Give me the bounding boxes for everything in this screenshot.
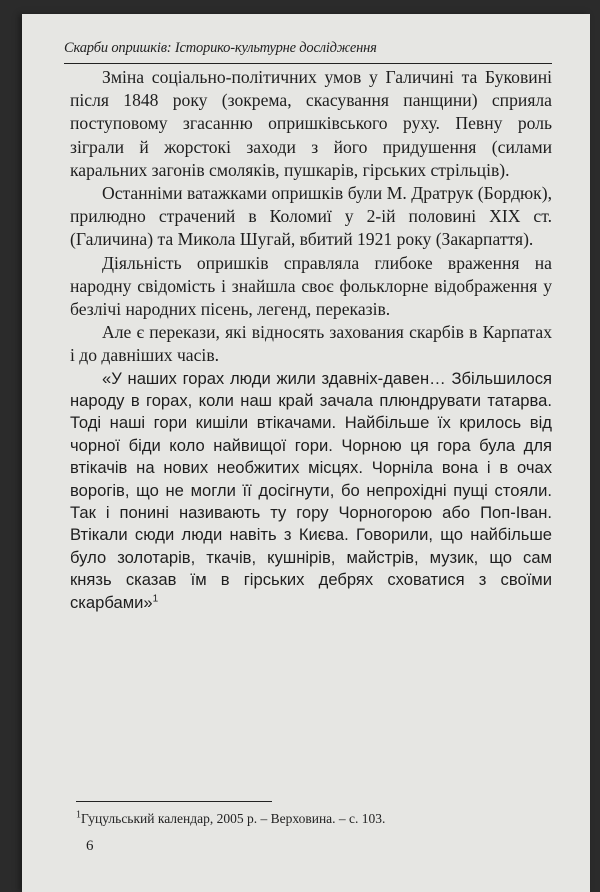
quote-text: «У наших горах люди жили здавніх-давен… Збільшилося народу в горах, коли наш край зачала плюндрувати татарва. Тоді наші гори кишіли втікачами. Найбільше їх крилось від чорної біди коло найвищої гори. Чорною ця гора була для втікачів на нових необжитих місцях. Чорніла вона і в очах ворогів, що не могли її досігнути, бо непрохідні пущі стояли. Так і понині називають ту гору Чорногорою або Поп-Іван. Втікали сюди люди навіть з Києва. Говорили, що найбільше було золотарів, ткачів, кушнірів, майстрів, музик, що сам князь сказав їм в гірських дебрях сховатися з своїми скарбами»	[70, 368, 552, 612]
running-head: Скарби опришків: Історико-культурне дослідження	[64, 40, 552, 64]
body-text	[70, 66, 552, 614]
footnote	[76, 811, 546, 827]
book-page	[22, 14, 590, 892]
paragraph-3: Діяльність опришків справляла глибоке враження на народну свідомість і знайшла своє фольклорне відображення у безлічі народних пісень, легенд, переказів.	[70, 252, 552, 320]
footnote-divider	[76, 801, 272, 802]
footnote-marker: 1	[76, 809, 81, 821]
paragraph-2: Останніми ватажками опришків були М. Дратрук (Бордюк), прилюдно страчений в Коломиї у 2-ій половині ХІХ ст. (Галичина) та Микола Шугай, вбитий 1921 року (Закарпаття).	[70, 183, 552, 250]
paragraph-1: Зміна соціально-політичних умов у Галичині та Буковині після 1848 року (зокрема, скасування панщини) сприяла поступовому згасанню опришківського руху. Певну роль зіграли й жорстокі заходи з його придушення (силами каральних загонів смоляків, пушкарів, гірських стрільців).	[70, 67, 552, 180]
legend-quote	[70, 368, 552, 614]
paragraph-4: Але є перекази, які відносять захования скарбів в Карпатах і до давніших часів.	[70, 322, 552, 366]
footnote-reference[interactable]: 1	[152, 593, 159, 605]
page-number: 6	[86, 838, 94, 854]
footnote-text: Гуцульський календар, 2005 р. – Верховина. – с. 103.	[81, 811, 386, 826]
